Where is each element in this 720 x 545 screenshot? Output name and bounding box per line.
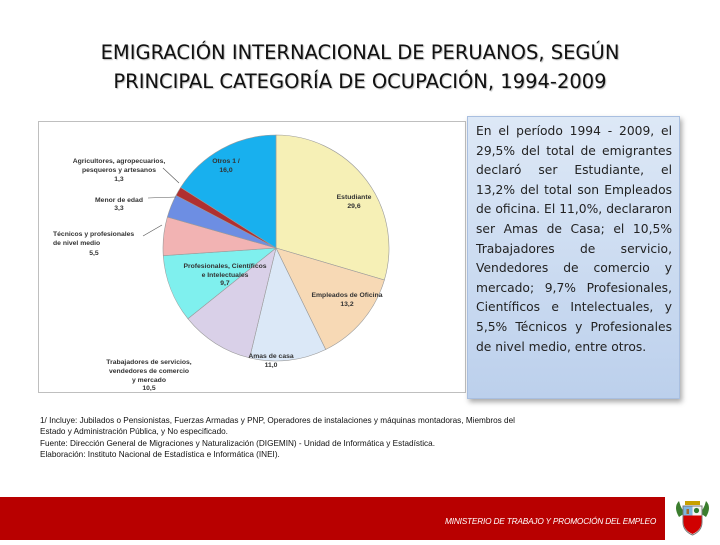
pie-chart — [38, 121, 466, 393]
slice-value-label: 1,3 — [114, 176, 124, 183]
footnote-2: Estado y Administración Pública, y No especificado. — [40, 427, 228, 437]
pie-chart-svg — [39, 122, 465, 392]
slice-label: Amas de casa — [248, 353, 294, 360]
source-note: Fuente: Dirección General de Migraciones y Naturalización (DIGEMIN) - Unidad de Informática y Estadística. — [40, 438, 435, 448]
summary-textbox — [467, 116, 680, 399]
slice-label: Empleados de Oficina — [311, 292, 383, 299]
slice-value-label: 3,3 — [114, 205, 124, 212]
title-line-1: EMIGRACIÓN INTERNACIONAL DE PERUANOS, SEGÚN — [100, 41, 620, 64]
slice-value-label: 13,2 — [340, 301, 354, 308]
leader-line — [163, 168, 179, 183]
slice-value-label: 10,5 — [142, 385, 156, 392]
slice-value-label: 11,0 — [264, 362, 278, 369]
coat-of-arms-logo — [665, 497, 720, 540]
slice-label: Trabajadores de servicios, vendedores de comercio y mercado — [106, 359, 192, 384]
slice-label: Agricultores, agropecuarios, pesqueros y artesanos — [72, 158, 166, 174]
leader-line — [148, 197, 176, 198]
slice-label: Estudiante — [336, 194, 372, 201]
page-title — [40, 38, 680, 96]
leader-line — [143, 225, 162, 236]
footnotes — [40, 415, 640, 460]
ministry-name: MINISTERIO DE TRABAJO Y PROMOCIÓN DEL EMPLEO — [445, 516, 657, 526]
slice-value-label: 16,0 — [219, 167, 233, 174]
coat-of-arms-icon — [665, 497, 720, 540]
slice-label: Menor de edad — [95, 197, 143, 204]
slice-value-label: 29,6 — [347, 203, 361, 210]
slice-label: Otros 1 / — [212, 158, 240, 165]
slice-value-label: 5,5 — [89, 250, 99, 257]
slice-label: Técnicos y profesionales de nivel medio — [53, 231, 135, 247]
slice-value-label: 9,7 — [220, 280, 230, 287]
summary-text: En el período 1994 - 2009, el 29,5% del total de emigrantes declaró ser Estudiante, el 13,2% del total son Empleados de oficina. El 11,0%, declararon ser Amas de Casa; el 10,5% Trabajadores de servicio, Vendedores de comercio y mercado; 9,7% Profesionales, Científicos e Intelectuales, y 5,5% Técnicos y Profesionales de nivel medio, entre otros. — [476, 124, 672, 354]
slice-label: Profesionales, Científicos e Intelectuales — [183, 263, 267, 279]
footnote-1: 1/ Incluye: Jubilados o Pensionistas, Fuerzas Armadas y PNP, Operadores de instalaciones y máquinas montadoras, Miembros del — [40, 416, 515, 425]
elaboration-note: Elaboración: Instituto Nacional de Estadística e Informática (INEI). — [40, 449, 280, 459]
title-line-2: PRINCIPAL CATEGORÍA DE OCUPACIÓN, 1994-2009 — [113, 70, 607, 93]
